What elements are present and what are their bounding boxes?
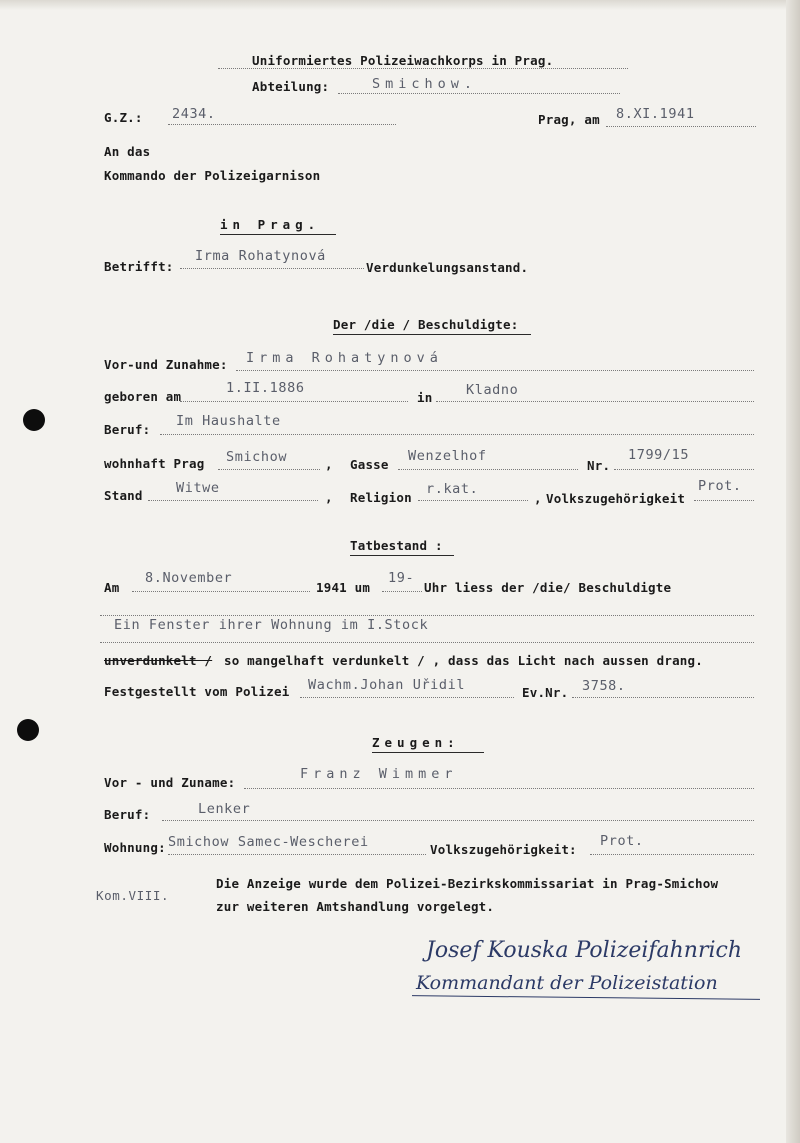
gz-value: 2434. — [172, 106, 216, 122]
facts-line-2 — [100, 642, 754, 643]
facts-date-line — [132, 591, 310, 592]
volk-line — [694, 500, 754, 501]
uhr-text: Uhr liess der /die/ Beschuldigte — [424, 580, 672, 595]
signature-line-2: Kommandant der Polizeistation — [416, 972, 718, 994]
signature-underline — [412, 995, 760, 1000]
born-line — [180, 401, 408, 402]
accused-name-value: Irma Rohatynová — [246, 350, 443, 366]
accused-name-label: Vor-und Zunahme: — [104, 357, 228, 372]
hour-line — [382, 591, 422, 592]
comma-1: , — [325, 457, 333, 472]
volk-label: Volkszugehörigkeit — [546, 491, 686, 506]
gasse-value: Wenzelhof — [408, 448, 487, 464]
date-value: 8.XI.1941 — [616, 106, 695, 122]
evnr-label: Ev.Nr. — [522, 685, 569, 700]
officer-line — [300, 697, 514, 698]
stand-line — [148, 500, 318, 501]
witness-volk-label: Volkszugehörigkeit: — [430, 842, 577, 857]
witness-beruf-value: Lenker — [198, 801, 251, 817]
accused-name-line — [236, 370, 754, 371]
paper-right-edge — [786, 0, 800, 1143]
address-city: in Prag. — [220, 217, 321, 232]
religion-line — [418, 500, 528, 501]
religion-label: Religion — [350, 490, 412, 505]
unverdunkelt-text: unverdunkelt / — [104, 653, 213, 668]
witness-beruf-line — [162, 820, 754, 821]
born-label: geboren am — [104, 389, 182, 404]
gasse-line — [398, 469, 578, 470]
gz-label: G.Z.: — [104, 110, 143, 125]
closing-line-2: zur weiteren Amtshandlung vorgelegt. — [216, 899, 495, 914]
nr-label: Nr. — [587, 458, 611, 473]
wohnhaft-label: wohnhaft Prag — [104, 456, 205, 471]
beruf-value: Im Haushalte — [176, 413, 281, 429]
accused-heading-underline — [333, 334, 531, 335]
witness-name-label: Vor - und Zuname: — [104, 775, 236, 790]
signature-line-1: Josef Kouska Polizeifahnrich — [426, 938, 743, 963]
kom-ref: Kom.VIII. — [96, 888, 170, 903]
beruf-line — [160, 434, 754, 435]
comma-3: , — [534, 491, 542, 506]
date-line — [606, 126, 756, 127]
subject-label: Betrifft: — [104, 259, 174, 274]
address-line-1: An das — [104, 144, 151, 159]
facts-date-value: 8.November — [145, 570, 233, 586]
wohnhaft-line — [218, 469, 320, 470]
wohnung-label: Wohnung: — [104, 840, 166, 855]
nr-line — [614, 469, 754, 470]
wohnhaft-value: Smichow — [226, 449, 288, 465]
witness-name-value: Franz Wimmer — [300, 766, 458, 782]
religion-value: r.kat. — [426, 481, 479, 497]
born-value: 1.II.1886 — [226, 380, 305, 396]
facts-heading-underline — [350, 555, 454, 556]
abteilung-label: Abteilung: — [252, 79, 330, 94]
accused-heading: Der /die / Beschuldigte: — [333, 317, 519, 332]
place-label: Prag, am — [538, 112, 600, 127]
abteilung-line — [338, 93, 620, 94]
stand-label: Stand — [104, 488, 143, 503]
volk-value: Prot. — [698, 478, 742, 494]
nr-value: 1799/15 — [628, 447, 690, 463]
birthplace-value: Kladno — [466, 382, 519, 398]
witness-volk-line — [590, 854, 754, 855]
year-label: 1941 um — [316, 580, 371, 595]
officer-value: Wachm.Johan Uřidil — [308, 677, 466, 693]
wohnung-line — [168, 854, 426, 855]
witness-heading: Zeugen: — [372, 735, 460, 750]
evnr-value: 3758. — [582, 678, 626, 694]
evnr-line — [572, 697, 754, 698]
gasse-label: Gasse — [350, 457, 389, 472]
witness-beruf-label: Beruf: — [104, 807, 151, 822]
mangel-text: so mangelhaft verdunkelt / , dass das Licht nach aussen drang. — [224, 653, 703, 668]
header-rule — [218, 68, 628, 69]
punch-hole-upper — [23, 409, 45, 431]
window-text: Ein Fenster ihrer Wohnung im I.Stock — [114, 617, 429, 633]
address-line-2: Kommando der Polizeigarnison — [104, 168, 321, 183]
subject-text: Verdunkelungsanstand. — [366, 260, 529, 275]
wohnung-value: Smichow Samec-Wescherei — [168, 834, 369, 850]
paper-top-edge — [0, 0, 800, 10]
birthplace-line — [436, 401, 754, 402]
hour-value: 19- — [388, 570, 415, 586]
in-label: in — [417, 390, 433, 405]
abteilung-value: Smichow. — [372, 76, 478, 92]
stand-value: Witwe — [176, 480, 220, 496]
subject-line — [180, 268, 364, 269]
am-label: Am — [104, 580, 120, 595]
punch-hole-lower — [17, 719, 39, 741]
subject-name: Irma Rohatynová — [195, 248, 326, 264]
witness-name-line — [244, 788, 754, 789]
beruf-label: Beruf: — [104, 422, 151, 437]
gz-line — [168, 124, 396, 125]
facts-line-1 — [100, 615, 754, 616]
comma-2: , — [325, 490, 333, 505]
address-city-underline — [220, 234, 336, 235]
witness-volk-value: Prot. — [600, 833, 644, 849]
witness-heading-underline — [372, 752, 484, 753]
facts-heading: Tatbestand : — [350, 538, 443, 553]
org-title: Uniformiertes Polizeiwachkorps in Prag. — [252, 53, 554, 68]
festgestellt-label: Festgestellt vom Polizei — [104, 684, 290, 699]
closing-line-1: Die Anzeige wurde dem Polizei-Bezirkskommissariat in Prag-Smichow — [216, 876, 719, 891]
